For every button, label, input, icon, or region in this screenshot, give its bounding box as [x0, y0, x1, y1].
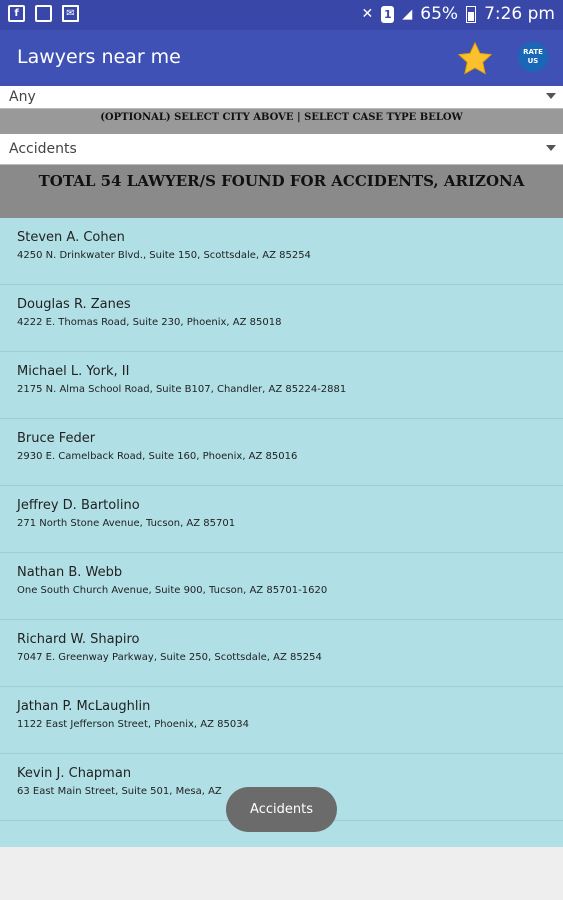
favorite-star-icon[interactable]: [456, 40, 494, 78]
lawyer-address: 4250 N. Drinkwater Blvd., Suite 150, Scottsdale, AZ 85254: [17, 250, 311, 261]
signal-icon: ◢: [402, 6, 413, 22]
lawyer-list-item[interactable]: [0, 486, 563, 553]
battery-icon: [466, 6, 476, 23]
lawyer-name: Richard W. Shapiro: [17, 632, 140, 647]
lawyer-name: Jathan P. McLaughlin: [17, 699, 151, 714]
results-summary: TOTAL 54 LAWYER/S FOUND FOR ACCIDENTS, ARIZONA: [0, 165, 563, 218]
lawyer-address: 1122 East Jefferson Street, Phoenix, AZ 85034: [17, 719, 249, 730]
dropdown-arrow-icon: [546, 93, 556, 99]
sim-icon: 1: [381, 6, 394, 23]
notification-icons: [8, 5, 79, 22]
battery-percent: 65%: [420, 4, 459, 24]
lawyer-list-item[interactable]: [0, 620, 563, 687]
lawyer-list-item[interactable]: [0, 553, 563, 620]
lawyer-name: Bruce Feder: [17, 431, 96, 446]
lawyer-address: 7047 E. Greenway Parkway, Suite 250, Scottsdale, AZ 85254: [17, 652, 322, 663]
lawyer-list-item[interactable]: [0, 352, 563, 419]
page-title: Lawyers near me: [17, 46, 181, 68]
lawyer-list[interactable]: [0, 218, 563, 847]
mute-icon: ✕: [361, 6, 374, 22]
lawyer-list-item[interactable]: [0, 687, 563, 754]
bottom-area: [0, 847, 563, 900]
lawyer-name: Kevin J. Chapman: [17, 766, 132, 781]
toast-message: Accidents: [226, 787, 337, 832]
lawyer-name: Jeffrey D. Bartolino: [17, 498, 140, 513]
rate-us-label: RATE US: [523, 48, 543, 65]
status-bar: [0, 0, 563, 30]
system-icons: [362, 4, 555, 24]
lawyer-address: 2930 E. Camelback Road, Suite 160, Phoenix, AZ 85016: [17, 451, 298, 462]
lawyer-name: Nathan B. Webb: [17, 565, 123, 580]
city-spinner-value: Any: [9, 89, 36, 105]
lawyer-list-item[interactable]: [0, 218, 563, 285]
lawyer-address: 2175 N. Alma School Road, Suite B107, Chandler, AZ 85224-2881: [17, 384, 347, 395]
lawyer-name: Steven A. Cohen: [17, 230, 125, 245]
lawyer-name: Michael L. York, II: [17, 364, 130, 379]
lawyer-address: 271 North Stone Avenue, Tucson, AZ 85701: [17, 518, 236, 529]
mail-icon: ✉: [62, 5, 79, 22]
lawyer-name: Douglas R. Zanes: [17, 297, 131, 312]
selection-hint: (OPTIONAL) SELECT CITY ABOVE | SELECT CASE TYPE BELOW: [0, 109, 563, 134]
lawyer-address: 63 East Main Street, Suite 501, Mesa, AZ: [17, 786, 222, 797]
case-type-spinner-value: Accidents: [9, 141, 77, 157]
gallery-icon: [35, 5, 52, 22]
lawyer-address: 4222 E. Thomas Road, Suite 230, Phoenix, AZ 85018: [17, 317, 282, 328]
clock: 7:26 pm: [484, 4, 555, 24]
rate-us-button[interactable]: [518, 42, 548, 72]
facebook-icon: f: [8, 5, 25, 22]
city-spinner[interactable]: [0, 86, 563, 109]
dropdown-arrow-icon: [546, 145, 556, 151]
lawyer-list-item[interactable]: [0, 285, 563, 352]
case-type-spinner[interactable]: [0, 134, 563, 165]
lawyer-list-item[interactable]: [0, 419, 563, 486]
lawyer-address: One South Church Avenue, Suite 900, Tucson, AZ 85701-1620: [17, 585, 328, 596]
